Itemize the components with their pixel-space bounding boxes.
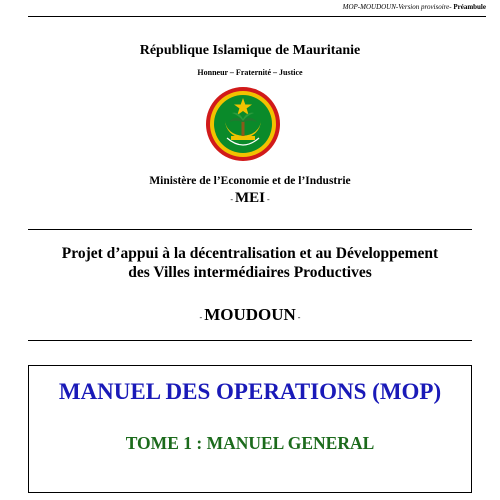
project-name: MOUDOUN [204, 305, 296, 324]
mauritania-coat-of-arms-icon [205, 86, 281, 162]
running-header [28, 0, 486, 17]
project-name-dash-left: - [199, 313, 205, 322]
section-name: Préambule [453, 3, 486, 11]
manual-title: MANUEL DES OPERATIONS (MOP) [58, 379, 442, 404]
divider-bottom [28, 340, 472, 341]
ministry-name: Ministère de l’Economie et de l’Industrie [149, 175, 351, 187]
divider-top [28, 229, 472, 230]
manual-title-box [28, 365, 472, 493]
country-name: République Islamique de Mauritanie [139, 43, 361, 58]
project-name-line [0, 305, 500, 328]
project-title-line-2: des Villes intermédiaires Productives [128, 264, 372, 281]
ministry-acronym-line [0, 189, 500, 209]
manual-subtitle: TOME 1 : MANUEL GENERAL [125, 433, 375, 453]
document-reference: MOP-MOUDOUN-Version provisoire- [342, 3, 452, 11]
project-name-dash-right: - [295, 313, 301, 322]
project-title-line-1: Projet d’appui à la décentralisation et au Développement [61, 245, 439, 262]
national-motto: Honneur – Fraternité – Justice [197, 68, 303, 77]
project-title [28, 244, 472, 282]
ministry-acronym: MEI [235, 190, 265, 206]
acronym-dash-left: - [230, 195, 235, 204]
acronym-dash-right: - [265, 195, 270, 204]
